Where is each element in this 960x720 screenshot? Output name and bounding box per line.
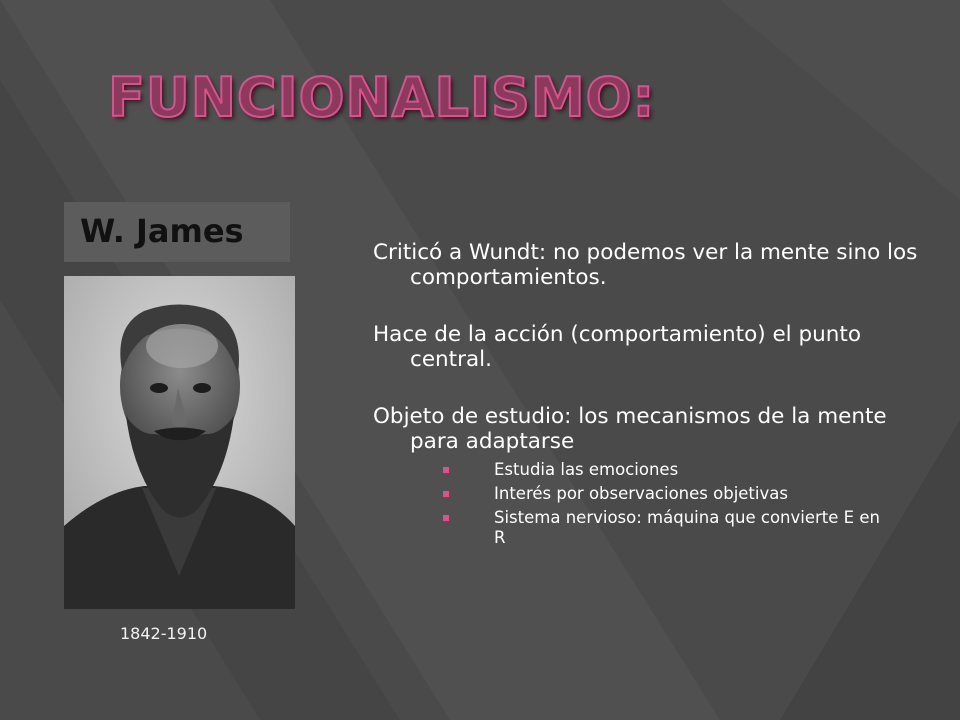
square-bullet-icon (443, 491, 449, 497)
slide-title: FUNCIONALISMO: (108, 66, 656, 129)
subpoint-text: Estudia las emociones (494, 460, 679, 479)
slide-content (373, 240, 933, 552)
portrait-photo (64, 276, 295, 609)
subpoint-item (373, 460, 933, 480)
portrait-illustration (64, 276, 295, 609)
square-bullet-icon (443, 467, 449, 473)
subpoint-list (373, 460, 933, 548)
point-text: Criticó a Wundt: no podemos ver la mente sino los comportamientos. (373, 240, 918, 290)
point-text: Hace de la acción (comportamiento) el punto central. (373, 322, 861, 372)
person-name: W. James (80, 212, 244, 250)
subpoint-item (373, 484, 933, 504)
square-bullet-icon (443, 515, 449, 521)
point-text: Objeto de estudio: los mecanismos de la mente para adaptarse (373, 404, 887, 454)
subpoint-item (373, 508, 933, 548)
life-years: 1842-1910 (120, 624, 208, 643)
subpoint-text: Sistema nervioso: máquina que convierte E en R (494, 508, 880, 547)
subpoint-text: Interés por observaciones objetivas (494, 484, 788, 503)
